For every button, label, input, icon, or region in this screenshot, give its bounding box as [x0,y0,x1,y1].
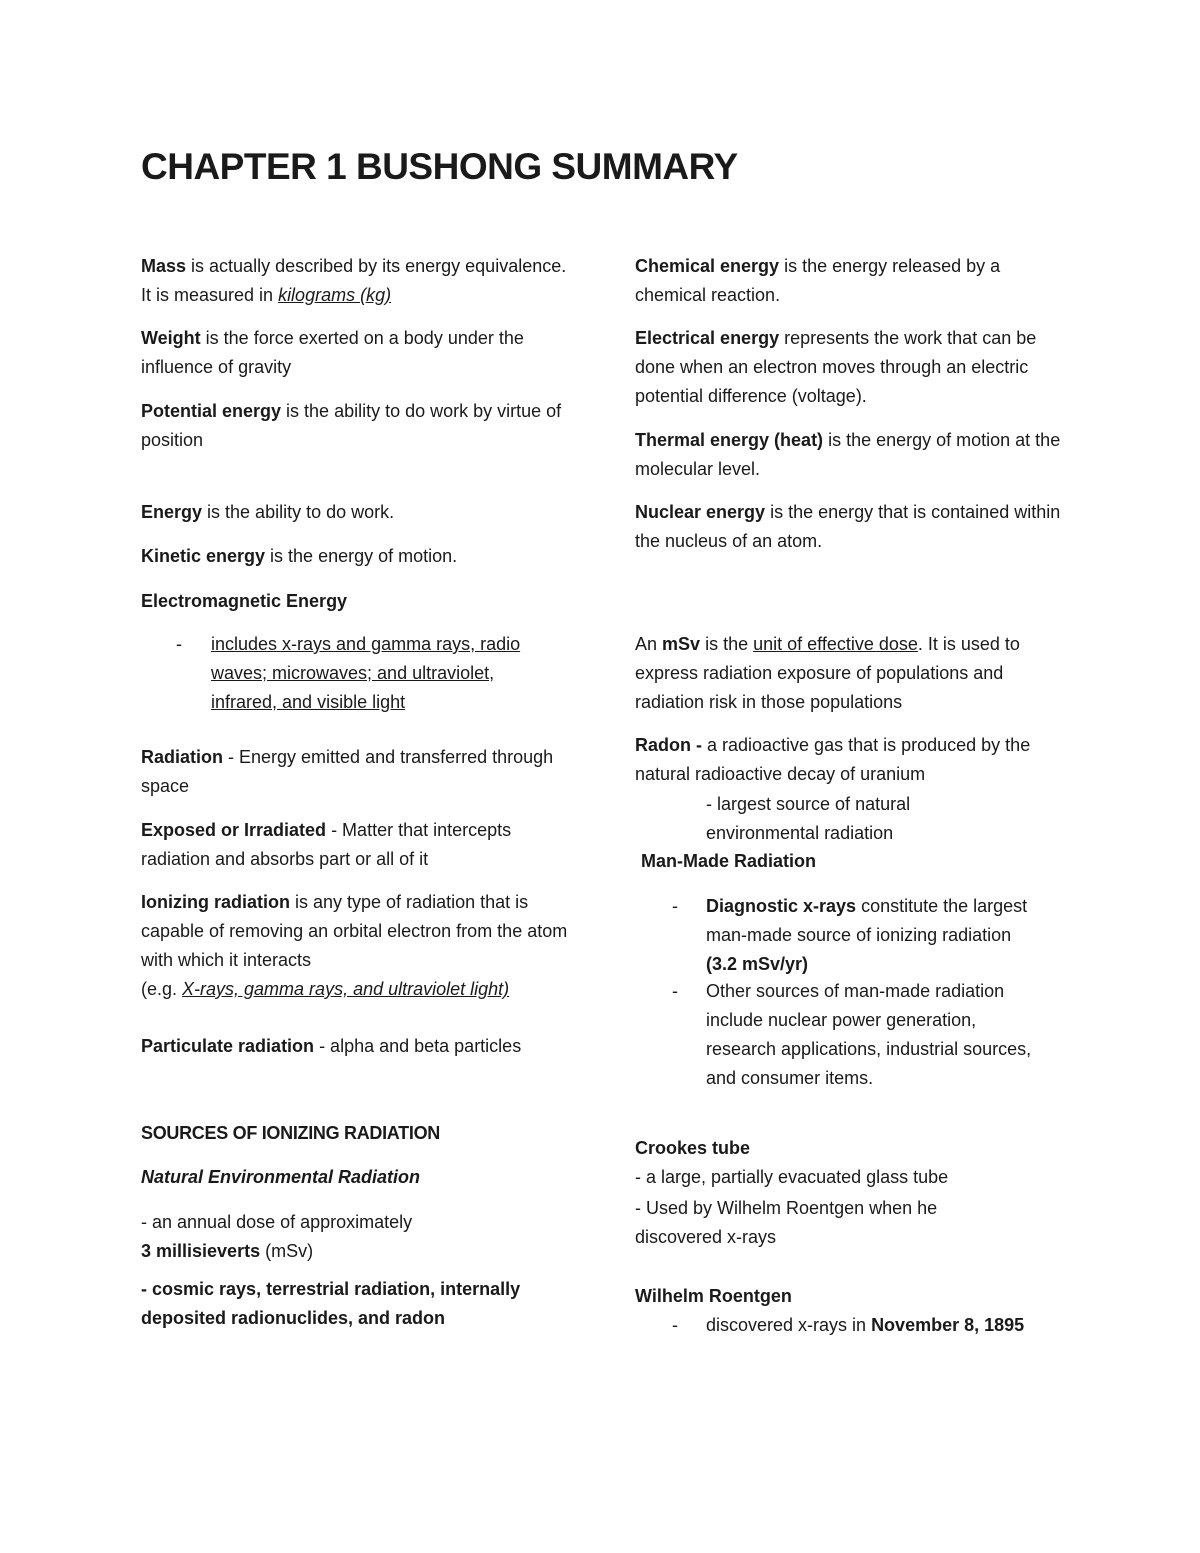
particulate-text: - alpha and beta particles [314,1036,522,1056]
page-title: CHAPTER 1 BUSHONG SUMMARY [141,146,738,187]
potential-energy-definition [141,397,571,455]
chemical-text: is the energy released by a chemical reaction. [635,256,1001,305]
term-mass: Mass [141,256,187,276]
thermal-text: is the energy of motion at the molecular level. [635,430,1061,479]
weight-text: is the force exerted on a body under the influence of gravity [141,328,524,377]
annual-dose [141,1208,571,1266]
electromagnetic-energy-heading: Electromagnetic Energy [141,591,348,611]
ionizing-text: is any type of radiation that is capable of removing an orbital electron from the atom with which it interacts [141,892,568,970]
wilhelm-roentgen-heading: Wilhelm Roentgen [635,1286,792,1306]
annual-dose-unit: (mSv) [260,1241,314,1261]
other-sources-item: Other sources of man-made radiation include nuclear power generation, research applications, industrial sources, and consumer items. [706,981,1032,1088]
energy-definition [141,498,571,527]
diagnostic-dose: (3.2 mSv/yr) [706,954,809,974]
radon-text: a radioactive gas that is produced by the natural radioactive decay of uranium [635,735,1031,784]
weight-definition [141,324,571,382]
term-chemical-energy: Chemical energy [635,256,780,276]
roentgen-date: November 8, 1895 [871,1315,1025,1335]
term-diagnostic-xrays: Diagnostic x-rays [706,896,857,916]
term-radiation: Radiation [141,747,224,767]
energy-text: is the ability to do work. [202,502,395,522]
roentgen-discovery-item [706,1311,1086,1340]
msv-mid: is the [700,634,754,654]
term-electrical-energy: Electrical energy [635,328,780,348]
diagnostic-bullet-dash: - [672,896,678,916]
thermal-energy-definition [635,426,1065,484]
other-sources-bullet-dash: - [672,981,678,1001]
annual-dose-value: 3 millisieverts [141,1241,261,1261]
exposed-definition [141,816,571,874]
nuclear-energy-definition [635,498,1065,556]
diagnostic-xrays-item [706,892,1066,979]
mass-text: is actually described by its energy equivalence. It is measured in [141,256,567,305]
roentgen-text: discovered x-rays in [706,1315,872,1335]
nuclear-text: is the energy that is contained within the nucleus of an atom. [635,502,1061,551]
term-kinetic-energy: Kinetic energy [141,546,266,566]
term-exposed: Exposed or Irradiated [141,820,327,840]
kinetic-text: is the energy of motion. [265,546,458,566]
msv-prefix: An [635,634,663,654]
ionizing-radiation-definition [141,888,571,1004]
diagnostic-text: constitute the largest man-made source of ionizing radiation [706,896,1028,945]
term-msv: mSv [662,634,701,654]
natural-sources-list: - cosmic rays, terrestrial radiation, internally deposited radionuclides, and radon [141,1279,521,1328]
term-ionizing-radiation: Ionizing radiation [141,892,290,912]
ionizing-eg-prefix: (e.g. [141,979,183,999]
crookes-tube-note-2: - Used by Wilhelm Roentgen when he discovered x-rays [635,1198,938,1247]
sources-heading: SOURCES OF IONIZING RADIATION [141,1123,440,1143]
term-potential-energy: Potential energy [141,401,282,421]
ionizing-examples: X-rays, gamma rays, and ultraviolet light) [182,979,510,999]
em-bullet-dash: - [176,634,182,654]
term-weight: Weight [141,328,201,348]
radiation-text: - Energy emitted and transferred through space [141,747,554,796]
term-energy: Energy [141,502,203,522]
em-bullet-text: includes x-rays and gamma rays, radio waves; microwaves; and ultraviolet, infrared, and visible light [211,634,521,712]
mass-definition [141,252,571,310]
roentgen-bullet-dash: - [672,1315,678,1335]
exposed-text: - Matter that intercepts radiation and absorbs part or all of it [141,820,512,869]
radon-sub-note: - largest source of natural environmental radiation [706,794,911,843]
msv-unit: unit of effective dose [753,634,918,654]
term-nuclear-energy: Nuclear energy [635,502,766,522]
electrical-text: represents the work that can be done when an electron moves through an electric potential difference (voltage). [635,328,1037,406]
crookes-tube-heading: Crookes tube [635,1138,751,1158]
potential-text: is the ability to do work by virtue of position [141,401,562,450]
msv-definition [635,630,1065,717]
radiation-definition [141,743,571,801]
mass-unit: kilograms (kg) [278,285,392,305]
term-particulate-radiation: Particulate radiation [141,1036,315,1056]
natural-radiation-heading: Natural Environmental Radiation [141,1167,421,1187]
term-thermal-energy: Thermal energy (heat) [635,430,824,450]
kinetic-energy-definition [141,542,571,571]
electrical-energy-definition [635,324,1065,411]
msv-text: . It is used to express radiation exposure of populations and radiation risk in those populations [635,634,1020,712]
particulate-radiation-definition [141,1032,571,1061]
annual-dose-text: - an annual dose of approximately [141,1212,413,1232]
crookes-tube-note-1: - a large, partially evacuated glass tube [635,1167,949,1187]
radon-definition [635,731,1065,789]
term-radon: Radon - [635,735,707,755]
man-made-radiation-heading: Man-Made Radiation [641,851,817,871]
chemical-energy-definition [635,252,1065,310]
